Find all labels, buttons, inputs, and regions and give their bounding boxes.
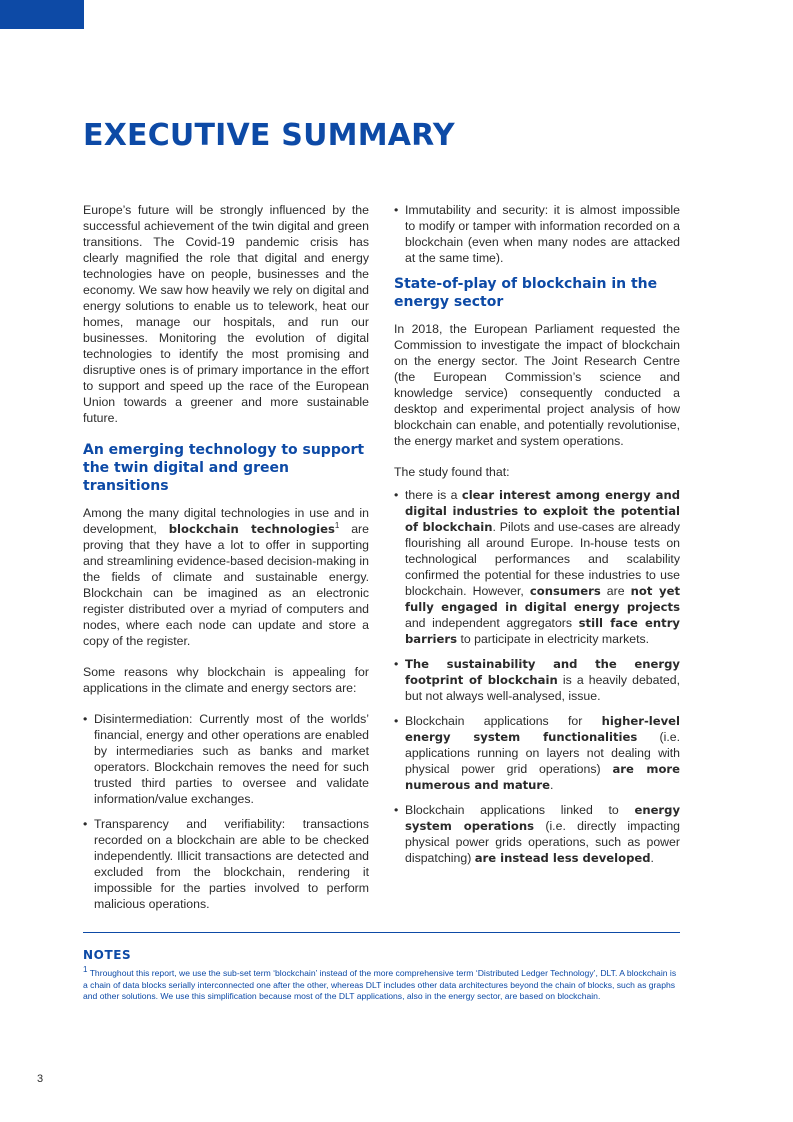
text-run: is a heavily debated, but not always well-analysed, issue. (405, 673, 680, 703)
right-column (394, 202, 680, 875)
bold-text: consumers (529, 584, 601, 598)
bold-text: are more numerous and mature (405, 762, 680, 792)
list-item-transparency: • Transparency and verifiability: transactions recorded on a blockchain are able to be checked independently. Illicit transactions are detected and excluded from the blockchain, rendering it impossible for the parties involved to perform malicious operations. (83, 816, 369, 912)
footnote (83, 965, 680, 1003)
text-run: . Pilots and use-cases are already flourishing all around Europe. In-house tests on technological performances and scalability confirmed the potential for these industries to use blockchain. However, (405, 520, 680, 598)
bold-blockchain-technologies: blockchain technologies (168, 522, 335, 536)
list-item-disintermediation: • Disintermediation: Currently most of the worlds’ financial, energy and other operations are enabled by intermediaries such as banks and market operators. Blockchain removes the need for such trusted third parties to oversee and validate information/value exchanges. (83, 711, 369, 807)
finding-item-industry-interest (394, 487, 680, 647)
text-run: there is a (405, 488, 458, 502)
notes-title: NOTES (83, 948, 132, 962)
intro-paragraph: Europe’s future will be strongly influenced by the successful achievement of the twin digital and green transitions. The Covid-19 pandemic crisis has clearly magnified the role that digital and energy technologies have on people, businesses and the economy. We saw how heavily we rely on digital and energy solutions to enable us to telework, heat our homes, manage our hospitals, and run our businesses. Monitoring the evolution of digital technologies to identify the most promising and disruptive ones is of primary importance in the effort to support and speed up the race of the European Union towards a greener and more sustainable future. (83, 203, 369, 425)
page-number: 3 (37, 1073, 44, 1085)
bold-text: are instead less developed (474, 851, 651, 865)
bold-text: still face entry barriers (405, 616, 680, 646)
text-run: are (606, 584, 625, 598)
study-context-paragraph: In 2018, the European Parliament requested the Commission to investigate the impact of blockchain on the energy sector. The Joint Research Centre (the European Commission’s science and knowledge service) consequently conducted a desktop and experimental project analysis of how blockchain can enable, and potentially revolutionise, the energy market and system operations. (394, 322, 680, 448)
bold-text: The sustainability and the energy footprint of blockchain (405, 657, 680, 687)
reasons-intro-paragraph: Some reasons why blockchain is appealing for applications in the climate and energy sectors are: (83, 665, 369, 695)
text-run: . (550, 778, 554, 792)
section-heading-emerging-technology: An emerging technology to support the twin digital and green transitions (83, 442, 365, 494)
page-title: EXECUTIVE SUMMARY (83, 118, 455, 153)
footnote-reference[interactable]: 1 (334, 520, 340, 530)
bold-text: energy system operations (405, 803, 681, 833)
text-run: and independent aggregators (405, 616, 573, 630)
text-run: are proving that they have a lot to offer in supporting and streamlining evidence-based decision-making in the fields of climate and sustainable energy. Blockchain can be imagined as an electronic register distributed over a myriad of computers and nodes, where each node can update and store a copy of the register. (83, 522, 369, 648)
bold-text: not yet fully engaged in digital energy projects (405, 584, 681, 614)
text-run: (i.e. directly impacting physical power grids operations, such as power dispatching) (405, 819, 681, 865)
reasons-list (83, 711, 369, 912)
findings-list (394, 487, 680, 866)
blockchain-technologies-paragraph (83, 505, 369, 649)
text-run: Blockchain applications linked to (405, 803, 619, 817)
finding-item-system-operations (394, 802, 680, 866)
left-column (83, 202, 369, 921)
bold-text: clear interest among energy and digital industries to exploit the potential of blockchain (405, 488, 680, 534)
footnote-text: Throughout this report, we use the sub-set term ‘blockchain’ instead of the more comprehensive term ‘Distributed Ledger Technology’, DLT. A blockchain is a chain of data blocks serially interconnected one after the other, whereas DLT includes other data architectures beyond the chain of blocks, such as graphs and other solutions. We use this simplification because most of the DLT applications, also in the energy sector, are based on blockchain. (83, 968, 677, 1002)
bold-text: higher-level energy system functionalities (405, 714, 680, 744)
section-heading-state-of-play: State-of-play of blockchain in the energy sector (394, 276, 658, 310)
text-run: Among the many digital technologies in use and in development, (83, 506, 369, 536)
finding-item-higher-level-applications (394, 713, 680, 793)
text-run: (i.e. applications running on layers not dealing with physical power grid operations) (405, 730, 680, 776)
list-item-immutability: • Immutability and security: it is almost impossible to modify or tamper with information recorded on a blockchain (even when many nodes are attacked at the same time). (394, 202, 680, 266)
text-run: to participate in electricity markets. (460, 632, 650, 646)
finding-item-sustainability (394, 656, 680, 704)
study-findings-intro: The study found that: (394, 465, 510, 479)
footnote-number: 1 (83, 965, 88, 975)
notes-divider (83, 932, 680, 933)
reasons-list-continued (394, 202, 680, 266)
corner-accent-block (0, 0, 84, 29)
text-run: Blockchain applications for (405, 714, 583, 728)
text-run: . (650, 851, 654, 865)
